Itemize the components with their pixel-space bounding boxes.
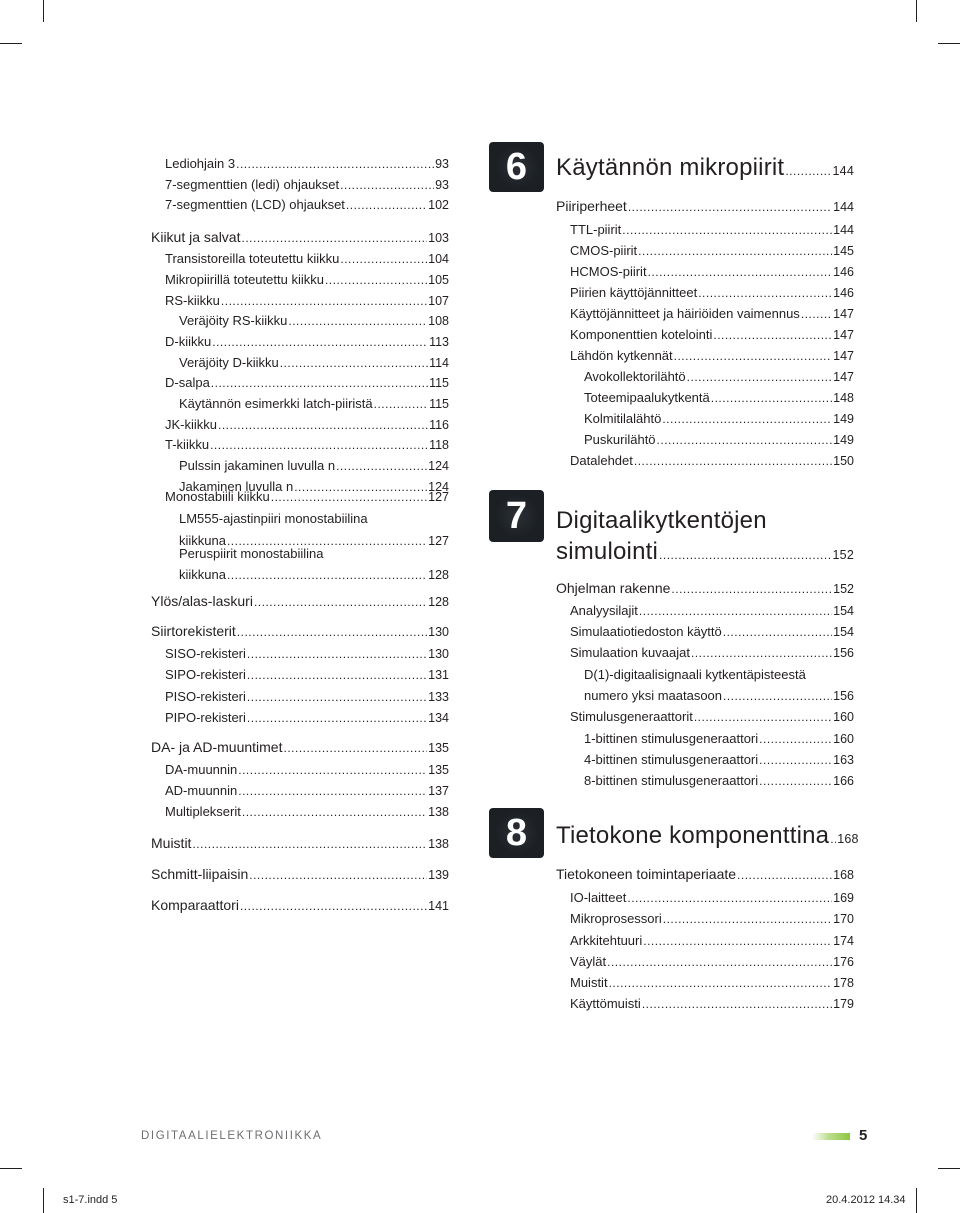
crop-mark <box>916 1188 917 1213</box>
toc-entry-title: 4-bittinen stimulusgeneraattori <box>584 752 759 767</box>
toc-entry-page: 131 <box>428 668 449 682</box>
toc-entry <box>165 783 449 799</box>
slug-file: s1-7.indd 5 <box>63 1194 118 1206</box>
page-number: 5 <box>859 1127 868 1144</box>
toc-entry <box>570 264 854 280</box>
dot-leader <box>192 837 427 851</box>
dot-leader <box>325 273 427 287</box>
chapter-title <box>556 154 854 183</box>
toc-entry-page: 128 <box>428 568 449 582</box>
toc-entry-title: Veräjöity D-kiikku <box>179 355 279 370</box>
toc-entry-page: 166 <box>833 774 854 788</box>
chapter-page: 168 <box>837 832 859 846</box>
dot-leader <box>211 376 428 390</box>
crop-mark <box>938 1168 960 1169</box>
toc-entry <box>179 546 449 562</box>
toc-entry-title: 1-bittinen stimulusgeneraattori <box>584 731 759 746</box>
toc-entry-page: 160 <box>833 710 854 724</box>
toc-entry-title: AD-muunnin <box>165 783 238 798</box>
toc-entry-page: 103 <box>428 231 449 245</box>
dot-leader <box>830 832 836 846</box>
toc-entry <box>570 222 854 238</box>
toc-entry-page: 163 <box>833 753 854 767</box>
toc-entry <box>151 229 449 246</box>
toc-entry-title: 7-segmenttien (ledi) ohjaukset <box>165 177 340 192</box>
toc-entry-title: Ylös/alas-laskuri <box>151 593 253 609</box>
chapter-page: 144 <box>832 164 854 178</box>
toc-entry-page: 118 <box>429 438 449 452</box>
toc-entry-title: SISO-rekisteri <box>165 646 246 661</box>
toc-entry-page: 93 <box>435 178 449 192</box>
toc-entry-page: 179 <box>833 997 854 1011</box>
toc-entry-page: 107 <box>428 294 449 308</box>
dot-leader <box>212 335 428 349</box>
toc-entry <box>570 996 854 1012</box>
toc-entry-page: 170 <box>833 912 854 926</box>
toc-entry-page: 127 <box>428 534 449 548</box>
dot-leader <box>247 647 427 661</box>
toc-entry-title: TTL-piirit <box>570 222 622 237</box>
dot-leader <box>687 370 832 384</box>
toc-entry-page: 114 <box>429 356 449 370</box>
toc-entry-page: 139 <box>428 868 449 882</box>
dot-leader <box>254 595 427 609</box>
toc-entry-page: 152 <box>833 582 854 596</box>
toc-entry-page: 141 <box>428 899 449 913</box>
toc-entry-page: 174 <box>833 934 854 948</box>
toc-entry-page: 148 <box>833 391 854 405</box>
toc-entry-title: Multiplekserit <box>165 804 241 819</box>
dot-leader <box>691 646 832 660</box>
toc-entry-title: Simulaatiotiedoston käyttö <box>570 624 722 639</box>
toc-entry-title: Kolmitilalähtö <box>584 411 662 426</box>
toc-entry-title: Väylät <box>570 954 607 969</box>
toc-entry <box>165 646 449 662</box>
toc-entry <box>584 731 854 747</box>
dot-leader <box>648 265 833 279</box>
toc-entry <box>165 762 449 778</box>
toc-entry <box>570 975 854 991</box>
dot-leader <box>374 397 428 411</box>
toc-entry-title: CMOS-piirit <box>570 243 638 258</box>
chapter-number-box <box>489 490 544 542</box>
toc-entry <box>570 603 854 619</box>
toc-entry-title: D-salpa <box>165 375 210 390</box>
toc-entry <box>165 489 449 505</box>
dot-leader <box>242 805 427 819</box>
toc-entry-page: 146 <box>833 265 854 279</box>
toc-entry <box>165 293 449 309</box>
dot-leader <box>237 625 427 639</box>
toc-entry-title: 8-bittinen stimulusgeneraattori <box>584 773 759 788</box>
toc-entry <box>570 933 854 949</box>
toc-entry <box>165 197 449 213</box>
toc-entry-page: 156 <box>833 646 854 660</box>
chapter-title <box>556 822 859 851</box>
toc-entry-page: 144 <box>833 223 854 237</box>
chapter-page: 152 <box>832 548 854 562</box>
toc-entry-title: Schmitt-liipaisin <box>151 866 249 882</box>
toc-entry-page: 145 <box>833 244 854 258</box>
dot-leader <box>627 891 832 905</box>
toc-entry-page: 133 <box>428 690 449 704</box>
toc-entry-title: D(1)-digitaalisignaali kytkentäpisteestä <box>584 667 806 682</box>
toc-entry-page: 149 <box>833 412 854 426</box>
toc-entry <box>165 334 449 350</box>
chapter-title-text: Tietokone komponenttina <box>556 822 830 849</box>
toc-entry <box>570 243 854 259</box>
dot-leader <box>801 307 832 321</box>
toc-entry-page: 134 <box>428 711 449 725</box>
toc-entry-title: Tietokoneen toimintaperiaate <box>556 866 737 882</box>
toc-entry-page: 138 <box>428 805 449 819</box>
crop-mark <box>43 1188 44 1213</box>
dot-leader <box>280 356 428 370</box>
crop-mark <box>0 43 22 44</box>
toc-entry-page: 147 <box>833 328 854 342</box>
toc-entry-title: SIPO-rekisteri <box>165 667 246 682</box>
toc-entry-title: Ohjelman rakenne <box>556 580 671 596</box>
toc-entry <box>570 890 854 906</box>
toc-entry-title: Stimulusgeneraattorit <box>570 709 693 724</box>
toc-entry <box>165 156 449 172</box>
dot-leader <box>218 418 428 432</box>
dot-leader <box>713 328 832 342</box>
dot-leader <box>236 157 434 171</box>
toc-entry-page: 146 <box>833 286 854 300</box>
dot-leader <box>759 732 832 746</box>
slug-datetime: 20.4.2012 14.34 <box>826 1194 906 1206</box>
toc-entry <box>584 432 854 448</box>
toc-entry <box>179 396 449 412</box>
dot-leader <box>340 178 434 192</box>
toc-entry-page: 93 <box>435 157 449 171</box>
dot-leader <box>634 454 832 468</box>
toc-entry-title: LM555-ajastinpiiri monostabiilina <box>179 511 368 526</box>
toc-entry-title: JK-kiikku <box>165 417 218 432</box>
toc-entry-page: 130 <box>428 625 449 639</box>
toc-entry-title: Avokollektorilähtö <box>584 369 686 384</box>
dot-leader <box>785 164 831 178</box>
toc-entry-title: Monostabiili kiikku <box>165 489 270 504</box>
crop-mark <box>938 43 960 44</box>
dot-leader <box>247 711 427 725</box>
toc-entry <box>165 804 449 820</box>
toc-entry <box>584 369 854 385</box>
dot-leader <box>241 231 427 245</box>
dot-leader <box>737 868 832 882</box>
toc-entry <box>165 375 449 391</box>
toc-entry-title: Mikroprosessori <box>570 911 662 926</box>
chapter-number: 6 <box>505 145 528 188</box>
dot-leader <box>638 244 832 258</box>
crop-mark <box>916 0 917 22</box>
toc-entry <box>179 511 449 527</box>
toc-entry <box>179 458 449 474</box>
dot-leader <box>639 604 832 618</box>
toc-entry-title: PIPO-rekisteri <box>165 710 246 725</box>
toc-entry-title: Lähdön kytkennät <box>570 348 673 363</box>
dot-leader <box>227 568 427 582</box>
dot-leader <box>249 868 427 882</box>
toc-entry-page: 130 <box>428 647 449 661</box>
toc-entry <box>151 623 449 640</box>
accent-bar <box>812 1133 850 1140</box>
toc-entry <box>570 645 854 661</box>
dot-leader <box>723 689 832 703</box>
toc-entry-page: 104 <box>428 252 449 266</box>
toc-entry <box>165 710 449 726</box>
dot-leader <box>628 200 832 214</box>
toc-entry <box>584 688 854 704</box>
toc-entry-title: numero yksi maatasoon <box>584 688 723 703</box>
chapter-number-box <box>489 808 544 858</box>
toc-entry-page: 116 <box>429 418 449 432</box>
dot-leader <box>723 625 832 639</box>
dot-leader <box>607 955 832 969</box>
toc-entry-page: 150 <box>833 454 854 468</box>
toc-entry-title: DA-muunnin <box>165 762 238 777</box>
crop-mark <box>0 1168 22 1169</box>
toc-entry-page: 115 <box>429 376 449 390</box>
toc-entry <box>165 251 449 267</box>
crop-mark <box>43 0 44 22</box>
toc-entry-page: 178 <box>833 976 854 990</box>
dot-leader <box>346 198 427 212</box>
toc-entry <box>584 411 854 427</box>
toc-entry <box>165 272 449 288</box>
toc-entry-page: 138 <box>428 837 449 851</box>
toc-entry-page: 156 <box>833 689 854 703</box>
chapter-title-text: Digitaalikytkentöjen <box>556 507 767 534</box>
chapter-title <box>556 538 854 567</box>
book-title: DIGITAALIELEKTRONIIKKA <box>141 1130 323 1142</box>
toc-entry-title: Piiriperheet <box>556 198 627 214</box>
toc-entry-title: Peruspiirit monostabiilina <box>179 546 324 561</box>
dot-leader <box>247 668 427 682</box>
toc-entry-page: 147 <box>833 349 854 363</box>
toc-entry-title: Mikropiirillä toteutettu kiikku <box>165 272 324 287</box>
toc-entry-page: 154 <box>833 604 854 618</box>
dot-leader <box>663 912 832 926</box>
toc-entry-title: 7-segmenttien (LCD) ohjaukset <box>165 197 345 212</box>
dot-leader <box>657 433 833 447</box>
toc-entry <box>570 285 854 301</box>
toc-entry-page: 169 <box>833 891 854 905</box>
toc-entry <box>584 390 854 406</box>
toc-entry-title: Käyttöjännitteet ja häiriöiden vaimennus <box>570 306 800 321</box>
toc-entry <box>570 954 854 970</box>
toc-entry-page: 124 <box>428 480 449 494</box>
chapter-title-line <box>556 507 767 536</box>
toc-entry-title: RS-kiikku <box>165 293 220 308</box>
toc-entry-title: Käytännön esimerkki latch-piiristä <box>179 396 373 411</box>
toc-entry-title: Kiikut ja salvat <box>151 229 241 245</box>
toc-entry-title: Toteemipaalukytkentä <box>584 390 710 405</box>
dot-leader <box>662 412 832 426</box>
dot-leader <box>759 774 832 788</box>
dot-leader <box>271 490 427 504</box>
toc-entry <box>584 752 854 768</box>
toc-entry-page: 113 <box>429 335 449 349</box>
toc-entry <box>165 689 449 705</box>
toc-entry-page: 105 <box>428 273 449 287</box>
chapter-title-text: Käytännön mikropiirit <box>556 154 785 181</box>
dot-leader <box>711 391 832 405</box>
toc-entry <box>570 709 854 725</box>
toc-entry <box>570 306 854 322</box>
dot-leader <box>221 294 427 308</box>
toc-entry-title: Muistit <box>570 975 608 990</box>
toc-left-column <box>151 0 449 1213</box>
toc-entry <box>151 739 449 756</box>
toc-entry-title: kiikkuna <box>179 533 226 548</box>
toc-entry-page: 137 <box>428 784 449 798</box>
toc-entry-title: Siirtorekisterit <box>151 623 236 639</box>
toc-entry <box>556 198 854 215</box>
toc-entry-title: T-kiikku <box>165 437 210 452</box>
toc-entry-page: 154 <box>833 625 854 639</box>
dot-leader <box>238 784 427 798</box>
dot-leader <box>674 349 833 363</box>
dot-leader <box>283 741 427 755</box>
dot-leader <box>694 710 832 724</box>
dot-leader <box>642 997 832 1011</box>
toc-entry-title: Lediohjain 3 <box>165 156 236 171</box>
toc-entry <box>151 835 449 852</box>
toc-entry <box>570 911 854 927</box>
toc-entry <box>151 897 449 914</box>
chapter-number: 7 <box>505 494 528 537</box>
toc-entry-title: Pulssin jakaminen luvulla n <box>179 458 336 473</box>
dot-leader <box>340 252 427 266</box>
toc-entry-title: HCMOS-piirit <box>570 264 647 279</box>
toc-entry <box>165 417 449 433</box>
dot-leader <box>609 976 833 990</box>
toc-entry <box>584 773 854 789</box>
dot-leader <box>643 934 832 948</box>
dot-leader <box>210 438 428 452</box>
toc-entry <box>570 327 854 343</box>
toc-entry-title: Piirien käyttöjännitteet <box>570 285 698 300</box>
toc-entry-page: 135 <box>428 741 449 755</box>
toc-entry <box>179 567 449 583</box>
toc-entry-page: 147 <box>833 370 854 384</box>
toc-entry <box>570 348 854 364</box>
dot-leader <box>247 690 427 704</box>
toc-entry-page: 108 <box>428 314 449 328</box>
toc-entry-title: Datalehdet <box>570 453 633 468</box>
toc-entry-title: PISO-rekisteri <box>165 689 246 704</box>
dot-leader <box>622 223 832 237</box>
toc-entry-page: 124 <box>428 459 449 473</box>
dot-leader <box>671 582 832 596</box>
toc-entry <box>584 667 854 683</box>
toc-entry-page: 144 <box>833 200 854 214</box>
dot-leader <box>288 314 427 328</box>
toc-entry-page: 128 <box>428 595 449 609</box>
toc-entry <box>151 593 449 610</box>
toc-entry-title: Puskurilähtö <box>584 432 656 447</box>
toc-entry <box>151 866 449 883</box>
chapter-number: 8 <box>505 811 528 854</box>
dot-leader <box>238 763 427 777</box>
chapter-number-box <box>489 142 544 192</box>
toc-entry-page: 176 <box>833 955 854 969</box>
dot-leader <box>759 753 832 767</box>
toc-entry <box>179 355 449 371</box>
toc-entry-title: Transistoreilla toteutettu kiikku <box>165 251 340 266</box>
toc-entry-title: Komparaattori <box>151 897 239 913</box>
dot-leader <box>698 286 832 300</box>
toc-entry-page: 149 <box>833 433 854 447</box>
toc-entry <box>556 866 854 883</box>
toc-entry-title: Komponenttien kotelointi <box>570 327 713 342</box>
toc-entry-title: Analyysilajit <box>570 603 638 618</box>
toc-entry-page: 127 <box>428 490 449 504</box>
toc-entry-title: Muistit <box>151 835 192 851</box>
toc-entry <box>165 437 449 453</box>
toc-entry-title: IO-laitteet <box>570 890 627 905</box>
toc-entry-title: Simulaation kuvaajat <box>570 645 690 660</box>
toc-entry-title: DA- ja AD-muuntimet <box>151 739 283 755</box>
toc-entry-page: 160 <box>833 732 854 746</box>
dot-leader <box>659 548 832 562</box>
chapter-title-text: simulointi <box>556 538 659 565</box>
toc-right-column <box>556 0 859 1213</box>
toc-entry <box>570 624 854 640</box>
toc-entry-title: Arkkitehtuuri <box>570 933 643 948</box>
toc-entry-title: kiikkuna <box>179 567 226 582</box>
dot-leader <box>240 899 427 913</box>
toc-entry <box>556 580 854 597</box>
toc-entry-page: 115 <box>429 397 449 411</box>
toc-entry-page: 147 <box>833 307 854 321</box>
toc-entry-title: D-kiikku <box>165 334 212 349</box>
toc-entry <box>179 313 449 329</box>
toc-entry <box>165 177 449 193</box>
toc-entry-title: Jakaminen luvulla n <box>179 479 294 494</box>
toc-entry-page: 168 <box>833 868 854 882</box>
toc-entry-title: Veräjöity RS-kiikku <box>179 313 288 328</box>
toc-entry-page: 102 <box>428 198 449 212</box>
toc-entry-title: Käyttömuisti <box>570 996 641 1011</box>
toc-entry <box>165 667 449 683</box>
toc-entry-page: 135 <box>428 763 449 777</box>
toc-entry <box>570 453 854 469</box>
dot-leader <box>336 459 427 473</box>
